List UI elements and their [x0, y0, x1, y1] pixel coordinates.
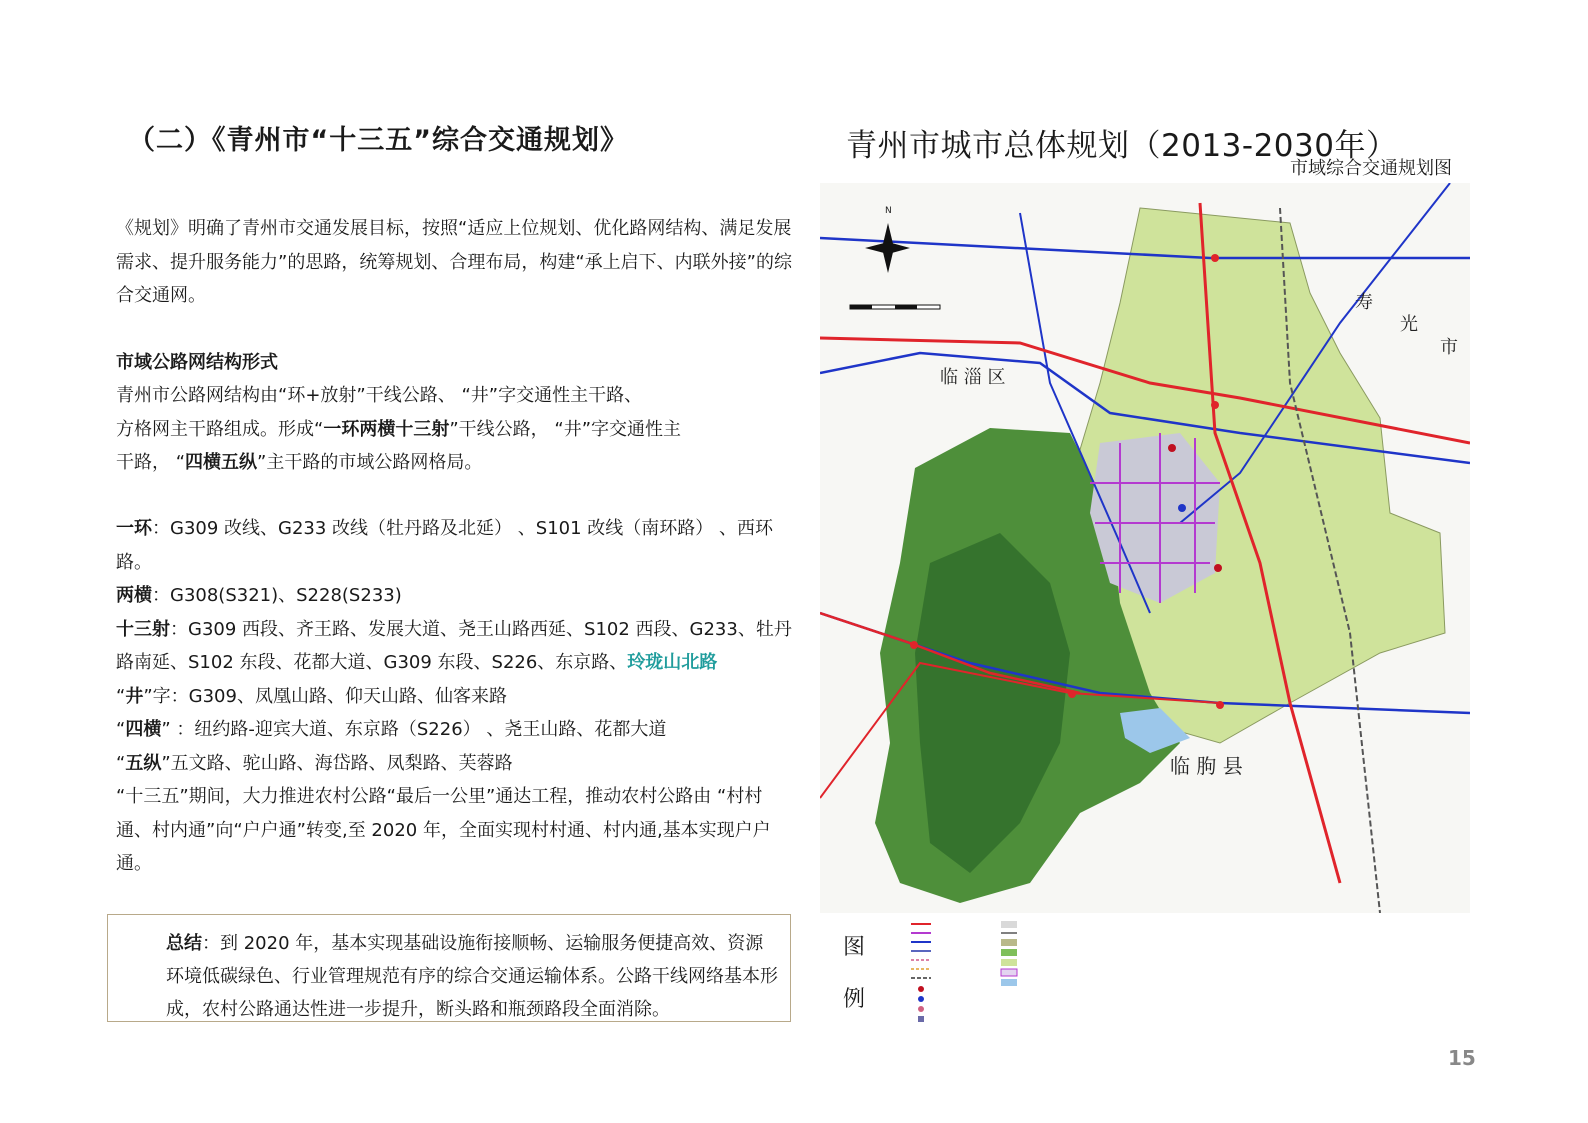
section-title: （二）《青州市“十三五”综合交通规划》: [128, 125, 628, 156]
transit-node: [1178, 504, 1186, 512]
road-list: [116, 512, 792, 881]
interchange-node: [1068, 690, 1076, 698]
legend-passenger-station: [918, 986, 924, 992]
transit-node: [1168, 444, 1176, 452]
structure-line-1: 青州市公路网结构由“环+放射”干线公路、 “井”字交通性主干路、: [116, 385, 643, 406]
legend-freight-station: [918, 996, 924, 1002]
map-subtitle: 市域综合交通规划图: [1290, 158, 1452, 179]
summary-label: 总结: [166, 933, 202, 954]
interchange-node: [1211, 401, 1219, 409]
legend-urban-land: [1001, 921, 1017, 928]
legend-farmland: [1001, 959, 1017, 966]
legend-ecological-land: [1001, 949, 1017, 956]
summary-box: [107, 914, 791, 1022]
intro-paragraph: 《规划》明确了青州市交通发展目标，按照“适应上位规划、优化路网结构、满足发展需求、提升服务能力”的思路，统筹规划、合理布局，构建“承上启下、内联外接”的综合交通网。: [116, 218, 792, 306]
legend-water: [1001, 979, 1017, 986]
legend-rail-station: [918, 1006, 924, 1012]
road-network-heading: 市域公路网结构形式: [116, 352, 278, 373]
label-shouguang-3: 市: [1440, 337, 1458, 358]
label-linqu-county: 临 朐 县: [1170, 754, 1243, 778]
thirteen-radial-item: 十三射：G309 西段、齐王路、发展大道、尧王山路西延、S102 西段、G233、牡丹路南延、S102 东段、花都大道、G309 东段、S226、东京路、玲珑山北路: [116, 618, 792, 673]
transit-node: [1214, 564, 1222, 572]
map-legend: [906, 918, 1096, 1028]
ring-radial-term: 一环两横十三射: [323, 418, 450, 440]
scale-bar: [850, 305, 940, 309]
interchange-node: [910, 641, 918, 649]
two-horizontal-item: 两横：G308(S321)、S228(S233): [116, 585, 402, 606]
transport-plan-map: [820, 183, 1470, 913]
five-vertical-item: “五纵”五文路、驼山路、海岱路、凤梨路、芙蓉路: [116, 752, 513, 774]
legend-hub: [918, 1016, 924, 1022]
jing-item: “井”字：G309、凤凰山路、仰天山路、仙客来路: [116, 685, 507, 707]
structure-line-2: 方格网主干路组成。形成“一环两横十三射”干线公路， “井”字交通性主: [116, 418, 682, 440]
structure-line-3: 干路， “四横五纵”主干路的市域公路网格局。: [116, 452, 483, 473]
interchange-node: [1216, 701, 1224, 709]
ring-item: 一环：G309 改线、G233 改线（牡丹路及北延） 、S101 改线（南环路） 、西环路。: [116, 518, 773, 573]
grid-term: 四横五纵: [185, 452, 258, 473]
label-linzi-district: 临 淄 区: [940, 367, 1006, 388]
label-shouguang-2: 光: [1400, 314, 1418, 335]
legend-title: 图 例: [843, 935, 866, 1012]
legend-planning-boundary: [1001, 969, 1017, 976]
svg-text:N: N: [885, 206, 892, 216]
page-number: 15: [1448, 1046, 1476, 1070]
label-shouguang-1: 寿: [1355, 292, 1373, 313]
interchange-node: [1211, 254, 1219, 262]
summary-text: 总结：到 2020 年，基本实现基础设施衔接顺畅、运输服务便捷高效、资源环境低碳绿色、行业管理规范有序的综合交通运输体系。公路干线网络基本形成，农村公路通达性进一步提升，断头路和瓶颈路段全面消除。: [166, 933, 778, 1020]
legend-village-land: [1001, 939, 1017, 946]
linglong-road-highlight: 玲珑山北路: [627, 652, 718, 673]
map-title: 青州市城市总体规划（2013-2030年）: [846, 128, 1398, 164]
structure-paragraph: [116, 379, 792, 480]
four-horizontal-item: “四横” ：纽约路-迎宾大道、东京路（S226） 、尧王山路、花都大道: [116, 719, 667, 740]
rural-road-paragraph: “十三五”期间，大力推进农村公路“最后一公里”通达工程，推动农村公路由 “村村通、村内通”向“户户通”转变,至 2020 年，全面实现村村通、村内通,基本实现户户通。: [116, 786, 771, 874]
